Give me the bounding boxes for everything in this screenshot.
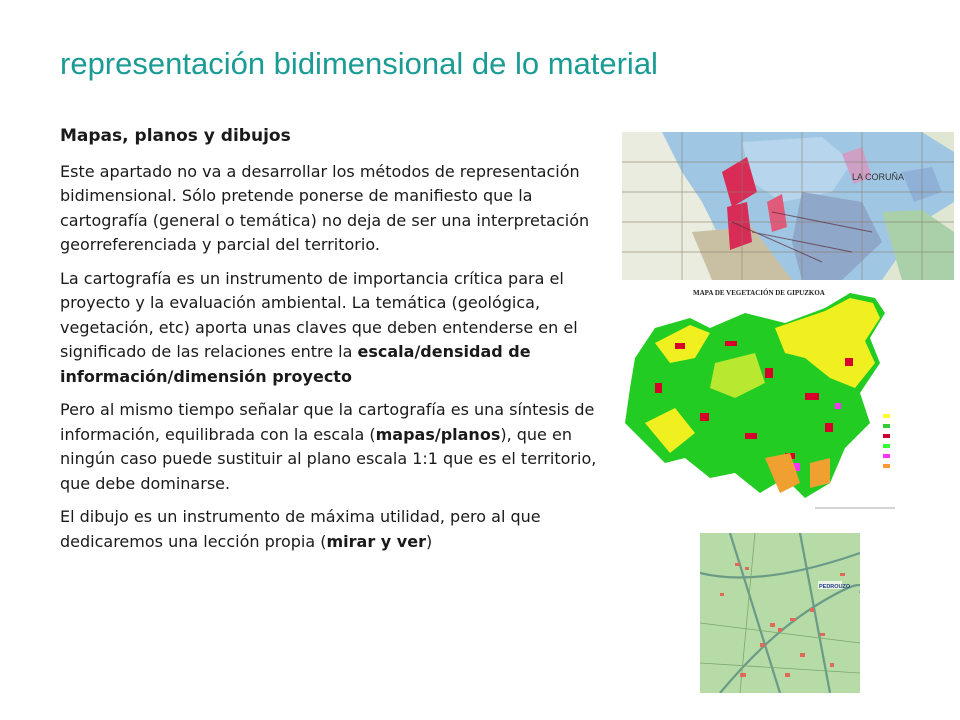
paragraph-3 [60,398,605,496]
paragraph-2-bold: escala/densidad de información/dimensión proyecto [60,342,531,386]
geological-map-svg [622,132,954,280]
paragraph-4-bold: mirar y ver [326,531,426,551]
legend-swatch [883,464,890,468]
paragraph-3-bold: mapas/planos [375,424,501,444]
legend-swatch [883,444,890,448]
slide-title: representación bidimensional de lo material [60,46,658,81]
paragraph-4 [60,505,605,554]
paragraph-1: Este apartado no va a desarrollar los métodos de representación bidimensional. Sólo pretende ponerse de manifiesto que la cartografía (general o temática) no deja de ser una interpretación georreferenciada y parcial del territorio. [60,161,590,254]
paragraph-2-text: La cartografía es un instrumento de importancia crítica para el proyecto y la evaluación ambiental. La temática (geológica, vegetación, etc) aporta unas claves que deben entenderse en el significado de las relaciones entre la [60,268,578,361]
paragraph-4-text-a: El dibujo es un instrumento de máxima utilidad, pero al que dedicaremos una lección propia ( [60,507,541,551]
legend-swatch [883,434,890,438]
geo-map-label: LA CORUÑA [852,172,905,182]
legend-swatch [883,424,890,428]
subheading: Mapas, planos y dibujos [60,126,291,146]
body-text [60,124,605,563]
town-plan-image [700,533,860,693]
veg-map-title: MAPA DE VEGETACIÓN DE GIPUZKOA [693,289,825,297]
legend-swatch [883,414,890,418]
legend-swatch [883,454,890,458]
paragraph-2 [60,267,605,390]
town-plan-svg [700,533,860,693]
town-plan-label: PEDROUZO [819,584,851,590]
paragraph-3-text-a: Pero al mismo tiempo señalar que la cartografía es una síntesis de información, equilibrada con la escala ( [60,400,595,444]
paragraph-3-text-b: ), que en ningún caso puede sustituir al plano escala 1:1 que es el territorio, que debe dominarse. [60,424,597,493]
vegetation-map-svg [615,283,960,515]
paragraph-4-text-b: ) [425,531,433,551]
vegetation-map-image [615,283,960,515]
geological-map-image [622,132,954,280]
